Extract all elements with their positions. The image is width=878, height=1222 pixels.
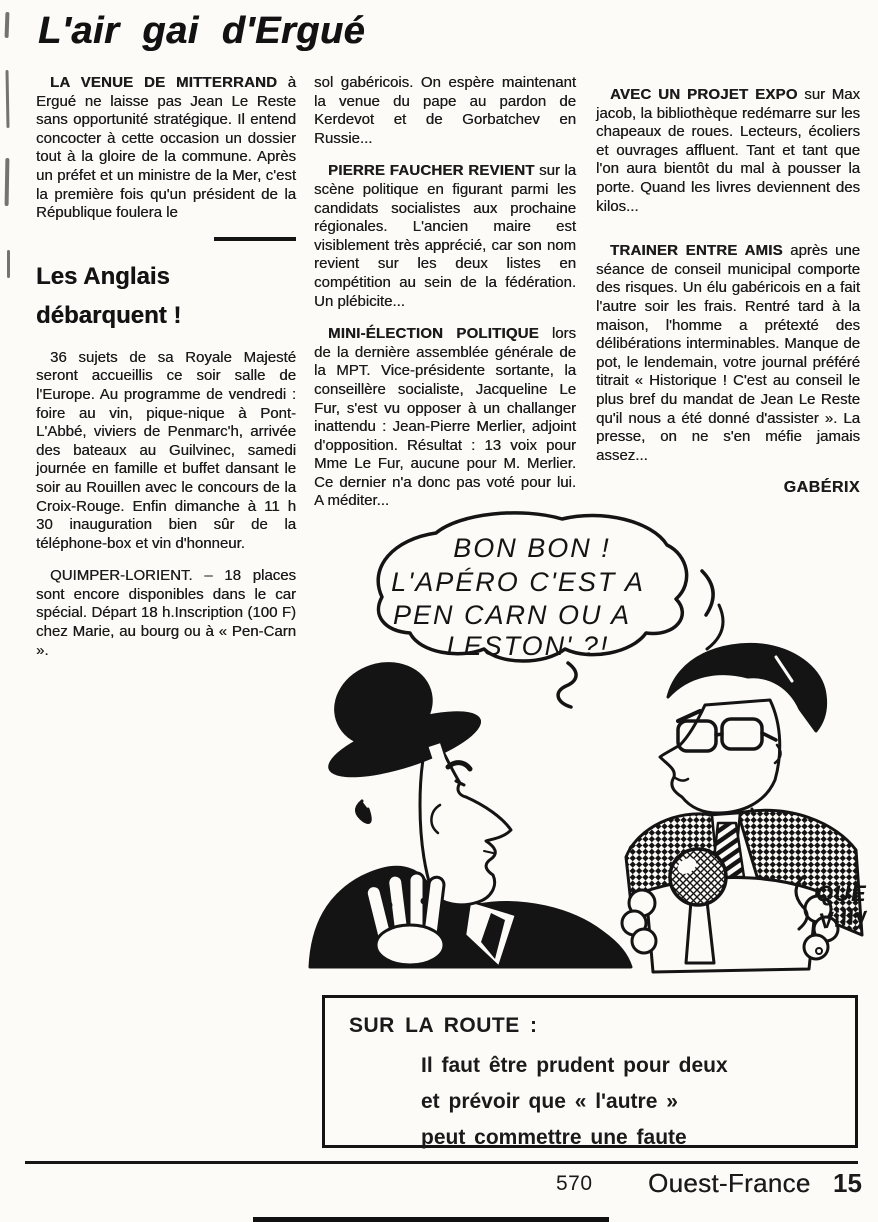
paragraph: sol gabéricois. On espère maintenant la venue du pape au pardon de Kerdevot et de Gorbatchev en Russie... (314, 74, 576, 147)
paragraph (314, 162, 576, 311)
section-rule (214, 237, 296, 241)
paragraph (36, 74, 296, 223)
scan-artifact (253, 1217, 609, 1222)
paragraph-lead: LA VENUE DE MITTERRAND (50, 74, 278, 91)
paragraph-text: après une séance de conseil municipal comporte des risques. Un élu gabéricois en a fait l'autre soir les frais. Rentré tard à la maison, l'homme a prétexté des délibérations interminables. Manque de pot, le lendemain, votre journal préféré titrait « Historique ! C'est au conseil le plus bref du mandat de Jean Le Reste qu'il nous a été donné d'assister ». La presse, on ne s'en méfie jamais assez... (596, 242, 860, 464)
paragraph (596, 86, 860, 216)
paragraph (596, 242, 860, 465)
subheading-line: débarquent ! (36, 301, 182, 329)
scan-artifact (7, 250, 10, 278)
box-line: et prévoir que « l'autre » (421, 1090, 678, 1113)
scan-artifact (5, 158, 10, 206)
box-line: Il faut être prudent pour deux (421, 1054, 728, 1077)
speech-bubble-line: L'APÉRO C'EST A (391, 567, 645, 597)
subheading-line: Les Anglais (36, 262, 170, 290)
footer-rule (25, 1161, 858, 1164)
page-number: 15 (833, 1168, 862, 1198)
paragraph: QUIMPER-LORIENT. – 18 places sont encore disponibles dans le car spécial. Départ 18 h.Inscription (100 F) chez Marie, au bourg ou à « Pen-Carn ». (36, 567, 296, 659)
scan-artifact (5, 12, 10, 38)
paragraph-text: sur la scène politique en figurant parmi les candidats socialistes aux prochaine régionales. L'ancien maire est visiblement très apprécié, car son nom revient sur les deux listes en compétition au sein de la fédération. Un plébicite... (314, 162, 576, 310)
paragraph-lead: PIERRE FAUCHER REVIENT (328, 162, 535, 180)
scan-artifact (5, 70, 9, 128)
paragraph-text: sur Max jacob, la bibliothèque redémarre sur les chapeaux de roues. Lecteurs, écoliers et ouvrages affluent. Tant et tant que l'on aura bientôt du mal à pousser la porte. Quand les livres deviennent des kilos... (596, 86, 860, 215)
paragraph-text: à Ergué ne laisse pas Jean Le Reste sans opportunité stratégique. Il entend concocter à cette occasion un dossier tout à la gloire de la commune. Après un préfet et un ministre de la Mer, c'est la première fois qu'un président de la République foulera le (36, 74, 297, 222)
paragraph-text: lors de la dernière assemblée générale de la MPT. Vice-présidente sortante, la conseillère socialiste, Jacqueline Le Fur, s'est vu opposer à un challanger inattendu : Jean-Pierre Merlier, adjoint d'opposition. Résultat : 13 voix pour Mme Le Fur, aucune pour M. Merlier. Ce dernier n'a donc pas voté pour lui. A méditer... (314, 325, 576, 510)
page-title: L'air gai d'Ergué (38, 10, 366, 52)
signature-line: QUE (816, 881, 867, 906)
box-body (421, 1048, 728, 1156)
box-line: peut commettre une faute (421, 1126, 687, 1149)
signature-line: Villy (817, 902, 870, 934)
cartoon-illustration (270, 505, 878, 985)
box-heading: SUR LA ROUTE : (349, 1014, 538, 1037)
paragraph-lead: MINI-ÉLECTION POLITIQUE (328, 325, 539, 343)
paragraph-lead: AVEC UN PROJET EXPO (610, 86, 798, 103)
speech-bubble-line: LESTON' ?! (446, 631, 610, 661)
cartoon-speech-bubble (378, 513, 723, 707)
subheading (36, 257, 296, 335)
article-column-1 (36, 74, 296, 674)
article-column-3 (596, 74, 860, 498)
speech-bubble-line: PEN CARN OU A (392, 600, 632, 630)
newspaper-name: Ouest-France (648, 1168, 811, 1198)
paragraph-lead: TRAINER ENTRE AMIS (610, 242, 783, 260)
paragraph: 36 sujets de sa Royale Majesté seront accueillis ce soir salle de l'Europe. Au programme de vendredi : foire au vin, pique-nique à Pont-L'Abbé, viviers de Penmarc'h, arrivée des bateaux au Guilvinec, samedi journée en famille et buffet dansant le soir au Rouillen avec le concours de la Croix-Rouge. Enfin dimanche à 11 h 30 inauguration bien sûr de la téléphone-box et vin d'honneur. (36, 348, 296, 552)
byline: GABÉRIX (783, 479, 860, 497)
article-column-2 (314, 74, 576, 525)
edition-number: 570 (556, 1172, 593, 1195)
paragraph (314, 325, 576, 511)
speech-bubble-line: BON BON ! (453, 533, 611, 563)
road-safety-box (322, 995, 858, 1148)
cartoon-man-right (622, 644, 870, 972)
